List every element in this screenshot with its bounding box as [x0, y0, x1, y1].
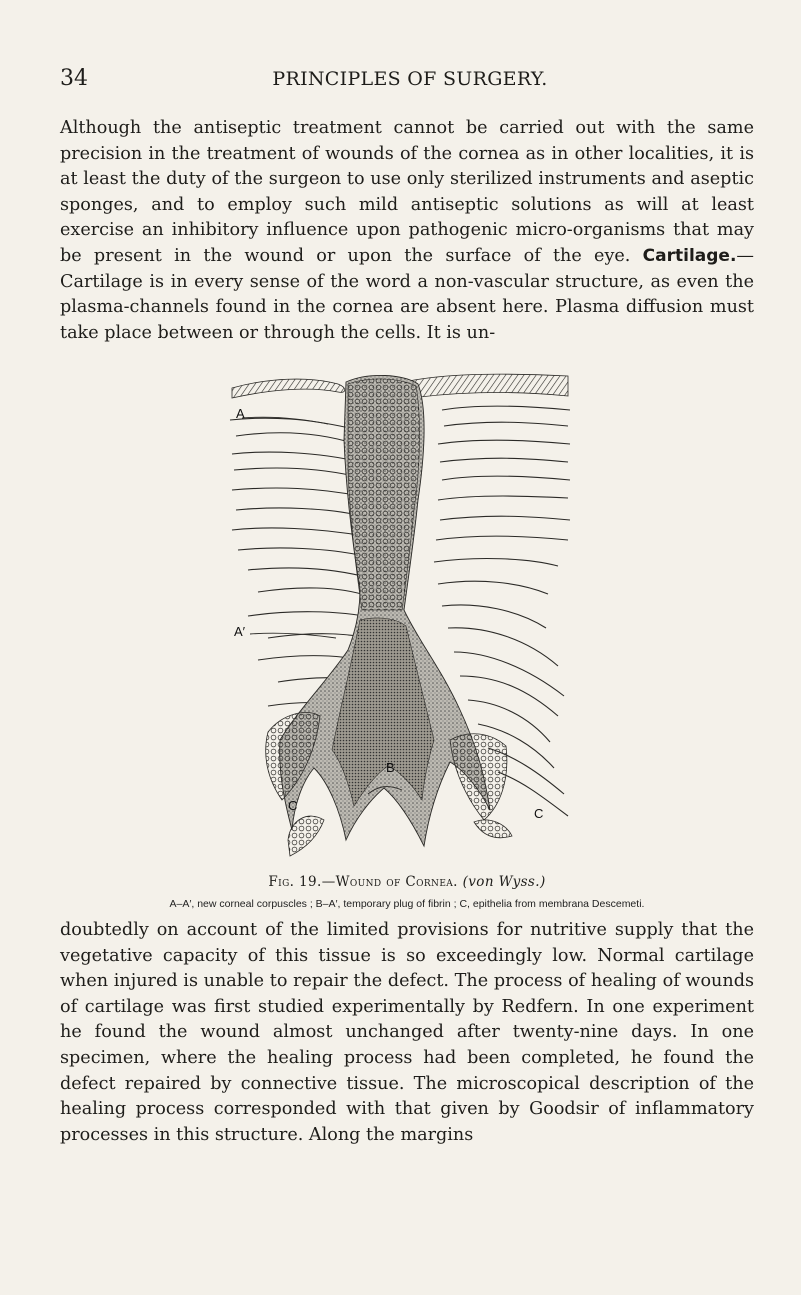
paragraph-cornea-antiseptic — [60, 116, 754, 346]
figure-label-b: B — [386, 760, 395, 775]
cornea-illustration — [228, 370, 573, 866]
caption-title: Fig. 19.—Wound of Cornea. — [268, 874, 458, 890]
page-header — [60, 66, 760, 96]
section-heading-cartilage: Cartilage. — [642, 245, 737, 266]
paragraph-cartilage-healing: doubtedly on account of the limited provisions for nutritive supply that the vegetative capacity of this tissue is so exceedingly low. Normal cartilage when injured is unable to repair the defect. The process of healing of wounds of cartilage was first studied experimentally by Redfern. In one experiment he found the wound almost unchanged after twenty-nine days. In one specimen, where the healing process had been completed, he found the defect repaired by connective tissue. The microscopical description of the healing process corresponded with that given by Goodsir of inflammatory processes in this structure. Along the margins — [60, 920, 754, 1145]
running-title: PRINCIPLES OF SURGERY. — [272, 68, 548, 90]
figure-label-a: A — [236, 406, 245, 421]
caption-author: (von Wyss.) — [462, 874, 546, 890]
page-number: 34 — [60, 66, 88, 91]
paragraph-cartilage-text: —Cartilage is in every sense of the word a non-vascular structure, as even the plasma-channels found in the cornea are absent here. Plasma diffusion must take place between or through the cells. It is un- — [60, 245, 755, 343]
figure-label-c-right: C — [534, 806, 544, 821]
figure-wound-of-cornea — [228, 370, 573, 866]
figure-label-a-prime: A′ — [234, 624, 246, 639]
figure-legend: A–A′, new corneal corpuscles ; B–A′, temporary plug of fibrin ; C, epithelia from membrana Descemeti. — [169, 898, 645, 910]
figure-caption — [60, 874, 754, 890]
figure-label-c-left: C — [288, 798, 298, 813]
paragraph-lead-text: Although the antiseptic treatment cannot be carried out with the same precision in the treatment of wounds of the cornea as in other localities, it is at least the duty of the surgeon to use only sterilized instruments and aseptic sponges, and to employ such mild antiseptic solutions as will at least exercise an inhibitory influence upon pathogenic micro-organisms that may be present in the wound or upon the surface of the eye. — [60, 118, 754, 266]
